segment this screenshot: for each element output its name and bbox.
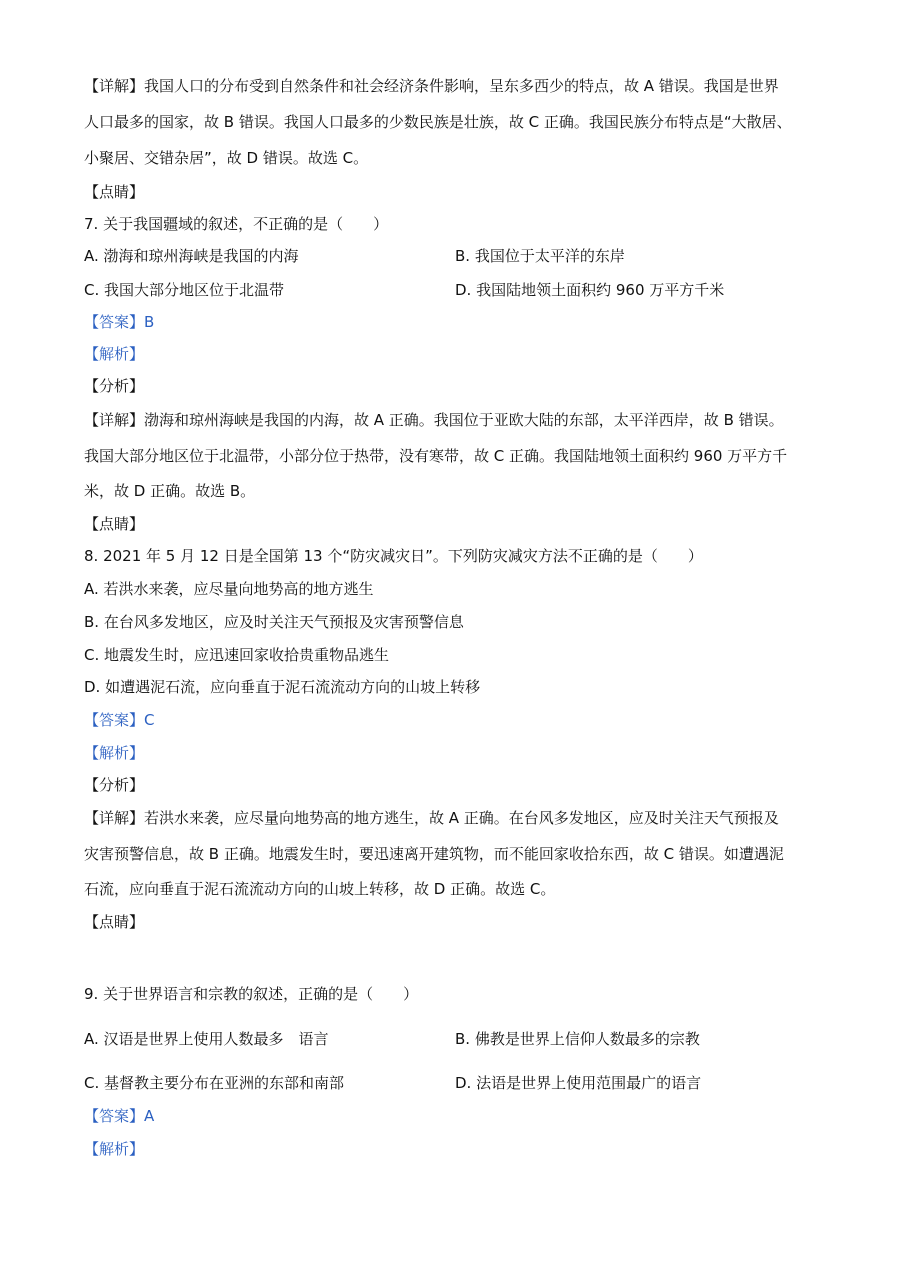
q7-detail-line-2: 我国大部分地区位于北温带，小部分位于热带，没有寒带，故 C 正确。我国陆地领土面积约 960 万平方千	[84, 447, 788, 465]
q8-stem: 8. 2021 年 5 月 12 日是全国第 13 个“防灾减灾日”。下列防灾减灾方法不正确的是（ ）	[84, 547, 703, 565]
q7-option-c: C. 我国大部分地区位于北温带	[84, 281, 285, 299]
q7-option-a: A. 渤海和琼州海峡是我国的内海	[84, 247, 299, 265]
q8-detail-line-1: 【详解】若洪水来袭，应尽量向地势高的地方逃生，故 A 正确。在台风多发地区，应及时关注天气预报及	[84, 809, 779, 827]
q8-option-c: C. 地震发生时，应迅速回家收拾贵重物品逃生	[84, 646, 390, 664]
q8-detail-line-3: 石流，应向垂直于泥石流流动方向的山坡上转移，故 D 正确。故选 C。	[84, 880, 556, 898]
q9-analysis: 【解析】	[84, 1140, 145, 1158]
q6-detail-line-3: 小聚居、交错杂居”，故 D 错误。故选 C。	[84, 149, 369, 167]
q7-comment: 【点睛】	[84, 515, 145, 533]
q6-detail-line-2: 人口最多的国家，故 B 错误。我国人口最多的少数民族是壮族，故 C 正确。我国民族分布特点是“大散居、	[84, 113, 792, 131]
q8-detail-line-2: 灾害预警信息，故 B 正确。地震发生时，要迅速离开建筑物，而不能回家收拾东西，故 C 错误。如遭遇泥	[84, 845, 784, 863]
q9-option-b: B. 佛教是世界上信仰人数最多的宗教	[455, 1030, 700, 1048]
q8-comment: 【点睛】	[84, 913, 145, 931]
q9-option-a: A. 汉语是世界上使用人数最多 语言	[84, 1030, 329, 1048]
q8-option-a: A. 若洪水来袭，应尽量向地势高的地方逃生	[84, 580, 374, 598]
q7-option-d: D. 我国陆地领土面积约 960 万平方千米	[455, 281, 725, 299]
q7-answer: 【答案】B	[84, 313, 155, 331]
q7-detail-line-1: 【详解】渤海和琼州海峡是我国的内海，故 A 正确。我国位于亚欧大陆的东部，太平洋西岸，故 B 错误。	[84, 411, 784, 429]
q8-answer: 【答案】C	[84, 711, 155, 729]
q8-fenxi: 【分析】	[84, 776, 145, 794]
q7-detail-line-3: 米，故 D 正确。故选 B。	[84, 482, 256, 500]
q9-option-d: D. 法语是世界上使用范围最广的语言	[455, 1074, 702, 1092]
q9-stem: 9. 关于世界语言和宗教的叙述，正确的是（ ）	[84, 985, 419, 1003]
q7-stem: 7. 关于我国疆域的叙述，不正确的是（ ）	[84, 215, 389, 233]
q9-option-c: C. 基督教主要分布在亚洲的东部和南部	[84, 1074, 345, 1092]
q6-comment: 【点睛】	[84, 183, 145, 201]
q8-analysis: 【解析】	[84, 744, 145, 762]
q7-fenxi: 【分析】	[84, 377, 145, 395]
q8-option-d: D. 如遭遇泥石流，应向垂直于泥石流流动方向的山坡上转移	[84, 678, 481, 696]
q7-analysis: 【解析】	[84, 345, 145, 363]
q9-answer: 【答案】A	[84, 1107, 155, 1125]
q7-option-b: B. 我国位于太平洋的东岸	[455, 247, 625, 265]
q6-detail-line-1: 【详解】我国人口的分布受到自然条件和社会经济条件影响，呈东多西少的特点，故 A 错误。我国是世界	[84, 77, 779, 95]
q8-option-b: B. 在台风多发地区，应及时关注天气预报及灾害预警信息	[84, 613, 464, 631]
